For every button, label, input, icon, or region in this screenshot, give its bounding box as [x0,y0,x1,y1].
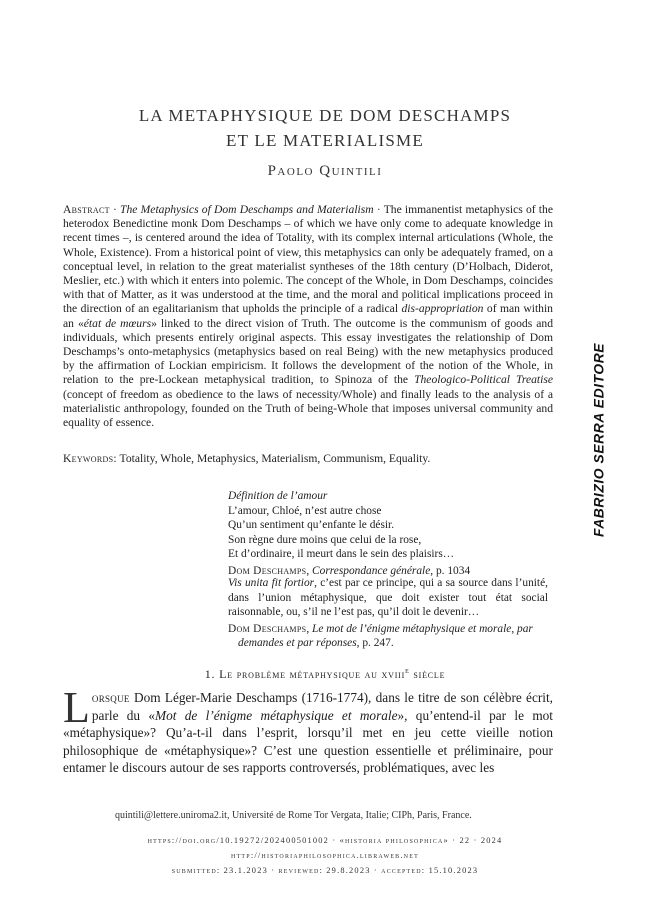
abstract-sep: · [373,203,384,216]
abstract [63,203,553,430]
copyright-publisher: FABRIZIO SERRA EDITORE [591,342,607,538]
abstract-text: The immanentist metaphysics of the heterodox Benedictine monk Dom Deschamps – of which we have only come to adequate knowledge in recent times –, is centered around the idea of Totality, with its complex internal articulations (Whole, the Whole, Existence). From a historical point of view, this metaphysics can only be adequately framed, on a conceptual level, in relation to the great materialist syntheses of the 18th century (D’Holbach, Diderot, Meslier, etc.) with which it enters into polemic. The concept of the Whole, in Dom Deschamps, coincides with that of Matter, as it was understood at the time, and the moral and political implications proceed in the direction of an egalitarianism that upholds the principle of a radical [63,203,553,316]
epigraph-line: Et d’ordinaire, il meurt dans le sein des plaisirs… [228,548,455,561]
journal-url: http://historiaphilosophica.libraweb.net [231,851,419,860]
source-work: Le mot de l’énigme métaphysique et morale, par demandes et par réponses [238,622,533,650]
epigraph-source [228,622,548,651]
epigraph-title: Définition de l’amour [228,490,328,502]
source-work: Correspondance générale [312,564,431,577]
section-heading [0,666,650,682]
article-title-line-2: ET LE MATERIALISME [226,131,424,150]
keywords-label: Keywords: [63,452,117,465]
epigraph-poem [228,489,548,579]
section-title: siècle [409,667,446,681]
section-number: 1. [204,667,216,681]
source-page: , p. 247. [356,637,394,650]
copyright-notice [590,160,608,720]
source-page: , p. 1034 [430,564,471,577]
keywords-text: Totality, Whole, Metaphysics, Materialism, Communism, Equality. [116,452,431,465]
abstract-label: Abstract [63,203,110,216]
section-title: Le problème métaphysique au xviii [215,667,406,681]
source-author: Dom Deschamps [228,622,307,635]
body-text: Dom Léger-Marie Deschamps (1716-1774), dans le titre de son célèbre écrit, parle du « [91,690,553,723]
author-affiliation: quintili@lettere.uniroma2.it, Université de Rome Tor Vergata, Italie; CIPh, Paris, France. [115,810,472,821]
drop-cap: L [63,683,90,732]
epigraph-quote [228,576,548,651]
abstract-text: (concept of freedom as obedience to the laws of necessity/Whole) and finally leads to the analysis of a materialistic anthropology, founded on the Truth of being-Whole that imposes universal community and equality of essence. [63,387,553,430]
body-paragraph [63,683,554,777]
doi-line: https://doi.org/10.19272/202400501002 · «historia philosophica» · 22 · 2024 [147,836,503,845]
source-author: Dom Deschamps [228,564,307,577]
submission-dates: submitted: 23.1.2023 · reviewed: 29.8.2023 · accepted: 15.10.2023 [171,866,479,875]
epigraph-line: Son règne dure moins que celui de la rose, [228,533,422,546]
article-title-line-1: LA METAPHYSIQUE DE DOM DESCHAMPS [138,106,512,125]
keywords [63,452,553,465]
quote-emphasis: Vis unita fit fortior [228,577,315,589]
body-text: », qu’entend-il par le mot «métaphysique»? Qu’a-t-il dans l’esprit, lorsqu’il met en jeu cette vieille notion philosophique de «métaphysique»? C’est une question essentielle et préliminaire, pour entamer le discours autour de ses rapports controversés, problématiques, avec les [63,707,554,776]
epigraph-quote-text [228,576,548,620]
epigraph-line: Qu’un sentiment qu’enfante le désir. [228,519,395,532]
opening-smallcaps: orsque [91,690,130,705]
abstract-text: of man within an « [63,302,553,330]
copyright-text [592,343,607,537]
abstract-emphasis: Theologico-Political Treatise [414,373,553,387]
abstract-title: The Metaphysics of Dom Deschamps and Materialism [120,203,374,216]
abstract-emphasis: dis-appropriation [401,302,484,316]
abstract-text: » linked to the direct vision of Truth. The outcome is the communism of goods and individuals, which presents entirely original aspects. This essay investigates the relationship of Dom Deschamps’s onto-metaphysics (metaphysics based on real Being) with the new metaphysics produced by the affirmation of Lockian empiricism. It follows the development of the notion of the Whole, in relation to the pre-Lockean metaphysical tradition, to Spinoza of the [63,316,554,387]
abstract-emphasis: état de mœurs [83,316,152,330]
section-sup: e [405,666,410,675]
source-sep: , [306,622,313,635]
abstract-sep: · [109,203,121,216]
source-sep: , [306,564,313,577]
body-emphasis: Mot de l’énigme métaphysique et morale [155,707,398,723]
quote-text: , c’est par ce principe, qui a sa source dans l’unité, dans l’union métaphysique, que doit exister tout état social raisonnable, ou, s’il ne l’est pas, qu’il doit le devenir… [228,577,549,619]
epigraph-line: L’amour, Chloé, n’est autre chose [228,504,382,517]
author-name: Paolo Quintili [267,163,383,179]
